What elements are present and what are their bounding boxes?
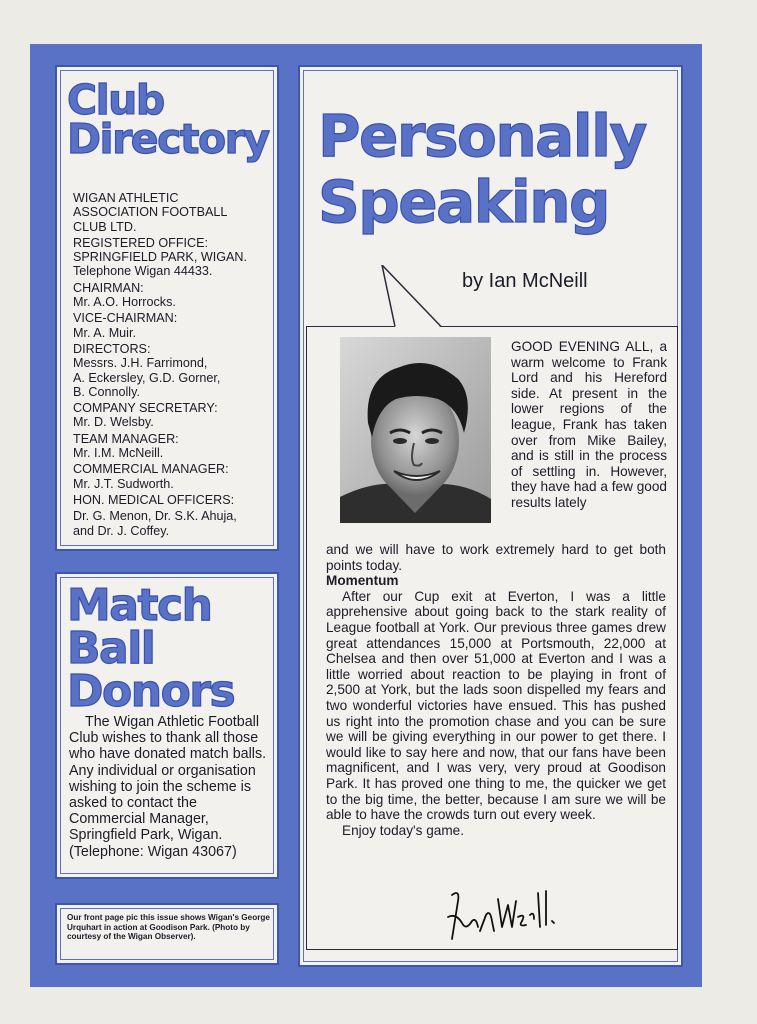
directory-line: CLUB LTD.	[73, 219, 137, 234]
directory-line: Dr. G. Menon, Dr. S.K. Ahuja,	[73, 509, 237, 524]
directory-line: and Dr. J. Coffey.	[73, 523, 170, 538]
speech-bubble-tail	[374, 265, 484, 329]
directory-line: HON. MEDICAL OFFICERS:	[73, 492, 235, 507]
manager-portrait	[340, 337, 491, 523]
article-lead: GOOD EVENING ALL, a warm welcome to Frank Lord and his Hereford side. At present in the lower regions of the league, Frank has taken over from Mike Bailey, and is still in the process of settling in. However, they have had a few good results lately	[511, 339, 667, 510]
byline: by Ian McNeill	[462, 270, 588, 292]
directory-line: CHAIRMAN:	[73, 280, 144, 295]
directory-line: A. Eckersley, G.D. Gorner,	[73, 370, 221, 385]
directory-line: SPRINGFIELD PARK, WIGAN.	[73, 250, 248, 265]
photo-note: Our front page pic this issue shows Wigan's George Urquhart in action at Goodison Park. (Photo by courtesy of the Wigan Observer).	[67, 913, 270, 942]
directory-line: Mr. A.O. Horrocks.	[73, 295, 176, 310]
directory-line: VICE-CHAIRMAN:	[73, 311, 178, 326]
manager-signature	[446, 887, 566, 947]
directory-title: Club Directory	[67, 76, 269, 163]
article-panel	[298, 65, 683, 967]
directory-line: Mr. J.T. Sudworth.	[73, 476, 174, 491]
article-subheading: Momentum	[326, 573, 399, 589]
directory-line: DIRECTORS:	[73, 341, 151, 356]
directory-line: WIGAN ATHLETIC	[73, 191, 179, 205]
match-ball-title: Match Ball Donors	[67, 580, 235, 717]
club-directory-panel	[55, 65, 279, 551]
directory-line: B. Connolly.	[73, 384, 140, 399]
directory-line: COMMERCIAL MANAGER:	[73, 462, 229, 477]
directory-line: Mr. I.M. McNeill.	[73, 446, 164, 461]
directory-list	[73, 191, 271, 538]
directory-line: ASSOCIATION FOOTBALL	[73, 205, 228, 220]
match-ball-text: The Wigan Athletic Football Club wishes to thank all those who have donated match balls. Any individual or organisation wishing to join the scheme is asked to contact the Commercial Manager, Springfield Park, Wigan. (Telephone: Wigan 43067)	[69, 714, 267, 860]
directory-line: REGISTERED OFFICE:	[73, 235, 209, 250]
directory-line: Telephone Wigan 44433.	[73, 264, 213, 279]
match-ball-panel	[55, 572, 279, 879]
article-title: Personally Speaking	[318, 102, 646, 236]
directory-line: Mr. A. Muir.	[73, 325, 136, 340]
directory-line: Messrs. J.H. Farrimond,	[73, 356, 208, 371]
article-body: and we will have to work extremely hard to get both points today. Momentum After our Cup exit at Everton, I was a little apprehensive about going back to the stark reality of League football at York. Our previous three games drew great attendances 15,000 at Portsmouth, 22,000 at Chelsea and then over 51,000 at Everton and I was a little worried about reaction to be playing in front of 2,500 at York, but the lads soon dispelled my fears and two wonderful victories have ensued. This has pushed us right into the promotion chase and you can be sure we will be giving everything in our power to get there. I would like to say here and now, that our fans have been magnificent, and I was very, very proud at Goodison Park. It has proved one thing to me, the quicker we get to the big time, the better, because I am sure we will be able to have the crowds turn out every week. Enjoy today's game.	[326, 542, 666, 838]
directory-line: TEAM MANAGER:	[73, 431, 179, 446]
directory-line: Mr. D. Welsby.	[73, 415, 154, 430]
directory-line: COMPANY SECRETARY:	[73, 401, 218, 416]
photo-note-panel	[55, 903, 279, 965]
